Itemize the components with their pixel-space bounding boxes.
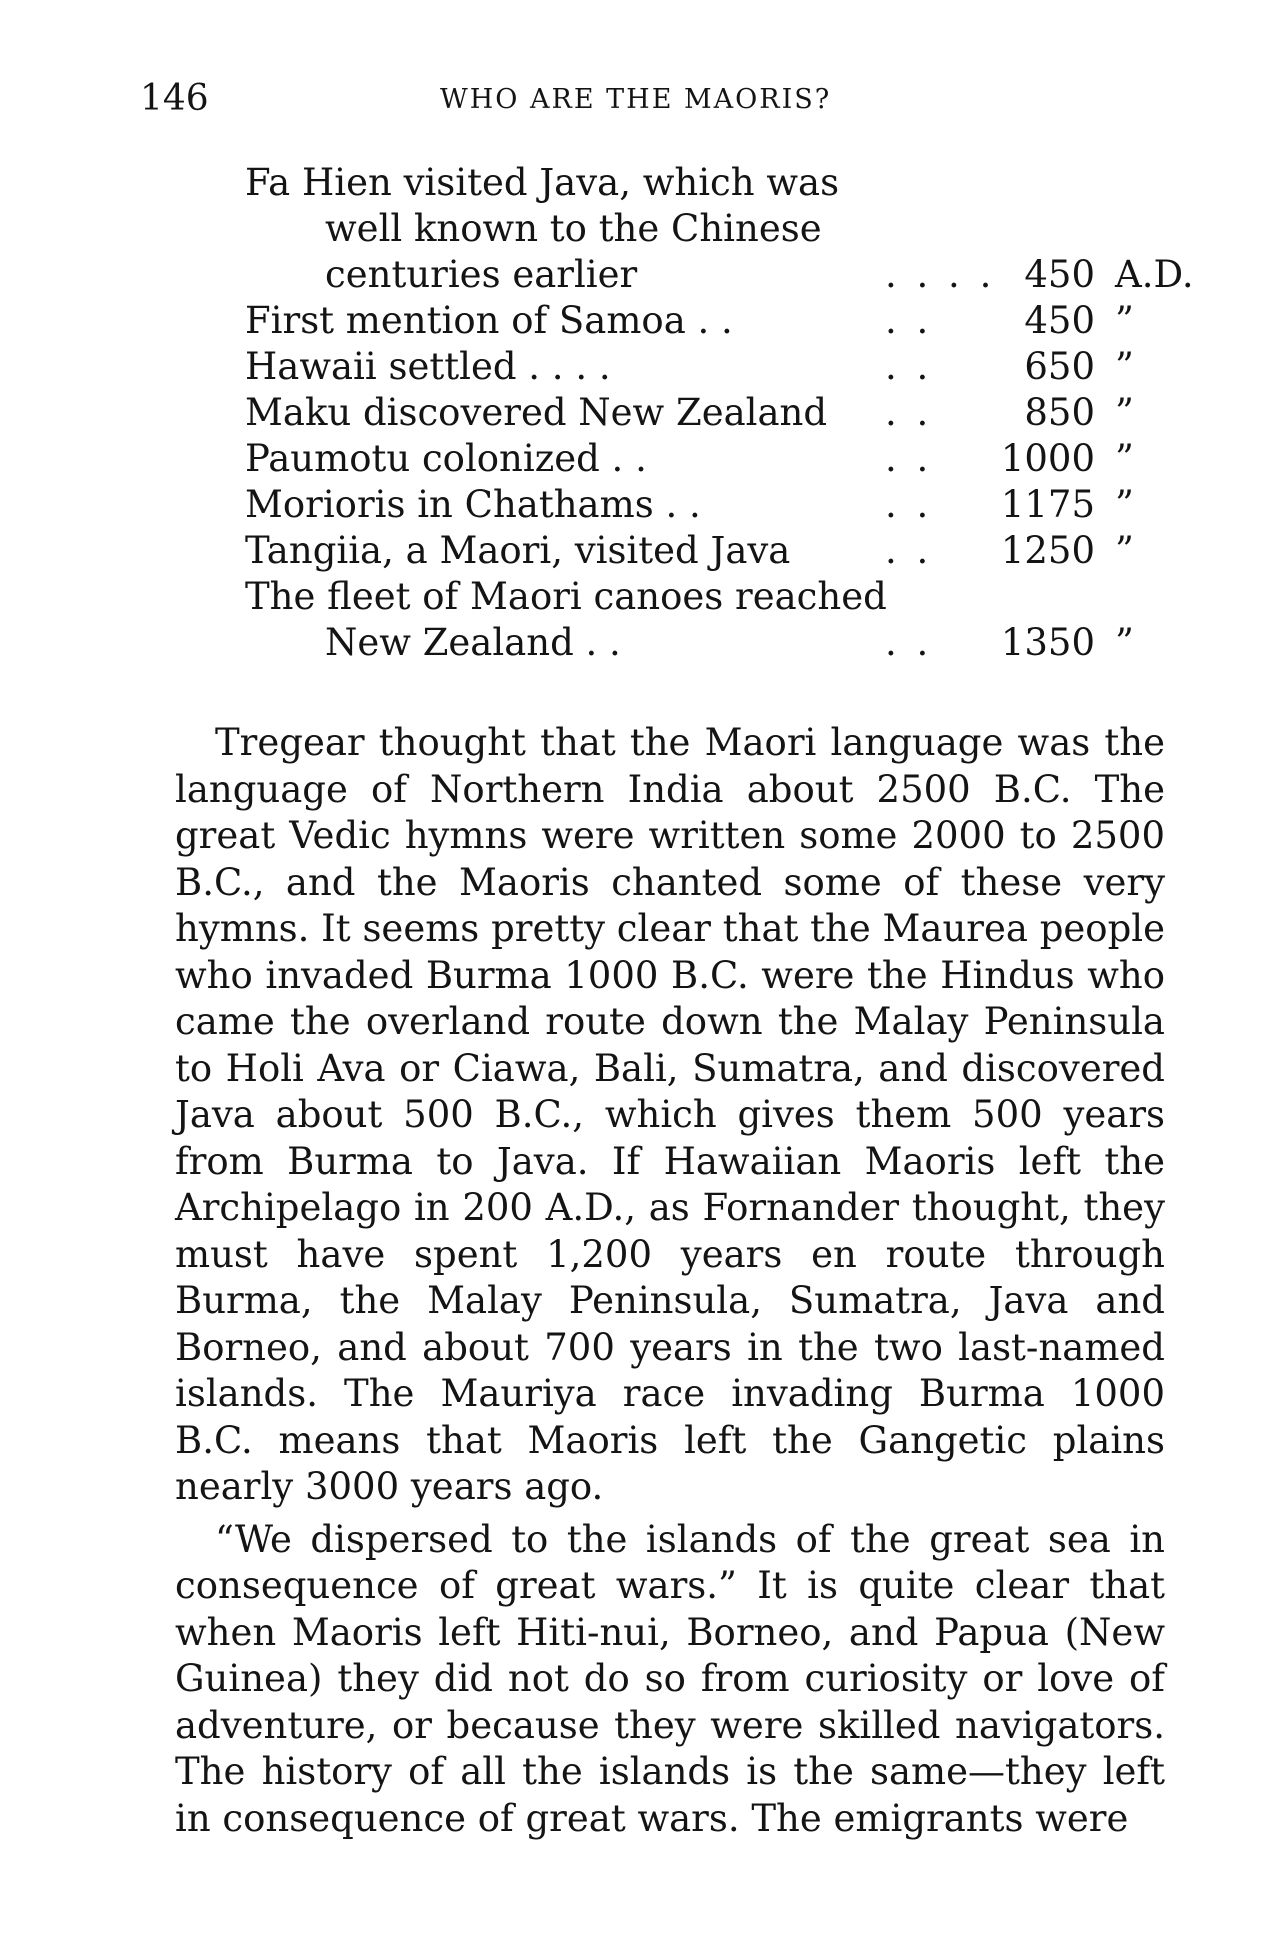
- chronology-event: Paumotu colonized . .: [245, 437, 647, 480]
- chronology-row: [245, 344, 1175, 390]
- chronology-era: ”: [1115, 391, 1134, 434]
- chronology-year: 850: [1024, 391, 1095, 434]
- page-number: 146: [140, 78, 209, 119]
- chronology-year: 650: [1024, 345, 1095, 388]
- chronology-leader-dots: . .: [885, 437, 933, 480]
- chronology-year: 450: [1024, 253, 1095, 296]
- chronology-row: [245, 206, 1175, 252]
- chronology-event: well known to the Chinese: [325, 207, 822, 250]
- chronology-row: [245, 298, 1175, 344]
- chronology-event: Maku discovered New Zealand: [245, 391, 828, 434]
- body-text: [175, 720, 1165, 1842]
- chronology-era: ”: [1115, 345, 1134, 388]
- chronology-leader-dots: . .: [885, 529, 933, 572]
- chronology-row: [245, 528, 1175, 574]
- chronology-event: Tangiia, a Maori, visited Java: [245, 529, 791, 572]
- chronology-event: The fleet of Maori canoes reached: [245, 575, 887, 618]
- chronology-event: First mention of Samoa . .: [245, 299, 733, 342]
- chronology-row: [245, 390, 1175, 436]
- chronology-leader-dots: . .: [885, 345, 933, 388]
- chronology-era: ”: [1115, 621, 1134, 664]
- chronology-year: 1350: [1000, 621, 1095, 664]
- chronology-row: [245, 252, 1194, 298]
- chronology-year: 1250: [1000, 529, 1095, 572]
- chronology-event: Hawaii settled . . . .: [245, 345, 611, 388]
- chronology-year: 450: [1024, 299, 1095, 342]
- chronology-era: ”: [1115, 529, 1134, 572]
- chronology-table: [245, 160, 1194, 666]
- running-title: WHO ARE THE MAORIS?: [440, 84, 832, 115]
- chronology-leader-dots: . .: [885, 483, 933, 526]
- chronology-event: New Zealand . .: [325, 621, 621, 664]
- chronology-leader-dots: . .: [885, 299, 933, 342]
- chronology-leader-dots: . .: [885, 391, 933, 434]
- chronology-year: 1000: [1000, 437, 1095, 480]
- chronology-row: [245, 436, 1175, 482]
- chronology-era: ”: [1115, 437, 1134, 480]
- paragraph: “We dispersed to the islands of the great sea in consequence of great wars.” It is quite clear that when Maoris left Hiti-nui, Borneo, and Papua (New Guinea) they did not do so from curiosity or love of adventure, or because they were skilled navigators. The history of all the islands is the same—they left in consequence of great wars. The emigrants were: [175, 1517, 1165, 1840]
- chronology-era: ”: [1115, 483, 1134, 526]
- chronology-era: ”: [1115, 299, 1134, 342]
- chronology-year: 1175: [1000, 483, 1095, 526]
- chronology-event: centuries earlier: [325, 253, 638, 296]
- chronology-row: [245, 160, 1175, 206]
- chronology-event: Morioris in Chathams . .: [245, 483, 701, 526]
- chronology-row: [245, 482, 1175, 528]
- running-head: [140, 78, 1170, 128]
- chronology-row: [245, 574, 1175, 620]
- chronology-era: A.D.: [1115, 253, 1194, 296]
- chronology-leader-dots: . . . .: [885, 253, 996, 296]
- paragraph: Tregear thought that the Maori language was the language of Northern India about 2500 B.C. The great Vedic hymns were written some 2000 to 2500 B.C., and the Maoris chanted some of these very hymns. It seems pretty clear that the Maurea people who invaded Burma 1000 B.C. were the Hindus who came the overland route down the Malay Peninsula to Holi Ava or Ciawa, Bali, Sumatra, and discovered Java about 500 B.C., which gives them 500 years from Burma to Java. If Hawaiian Maoris left the Archipelago in 200 A.D., as Fornander thought, they must have spent 1,200 years en route through Burma, the Malay Peninsula, Sumatra, Java and Borneo, and about 700 years in the two last-named islands. The Mauriya race invading Burma 1000 B.C. means that Maoris left the Gangetic plains nearly 3000 years ago.: [175, 721, 1165, 1508]
- chronology-row: [245, 620, 1175, 666]
- chronology-leader-dots: . .: [885, 621, 933, 664]
- chronology-event: Fa Hien visited Java, which was: [245, 161, 840, 204]
